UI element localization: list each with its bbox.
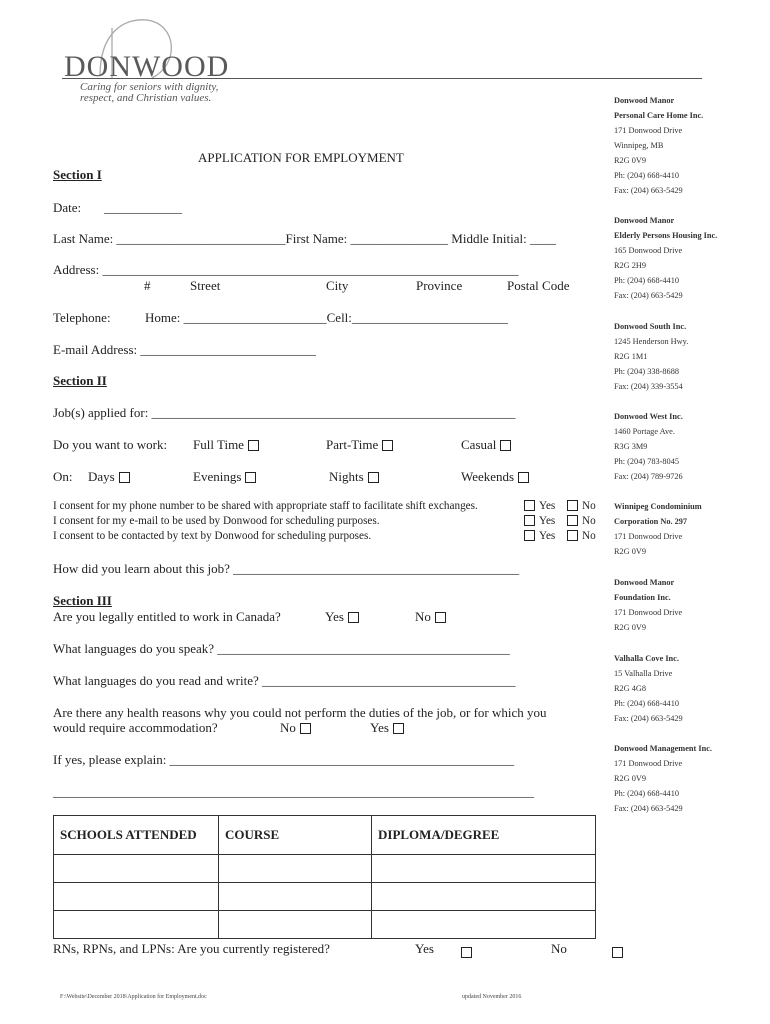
consent-text-no-checkbox[interactable] [567,530,578,541]
org-fax: Fax: (204) 663-5429 [614,714,683,723]
evenings-checkbox[interactable] [245,472,256,483]
weekends-checkbox[interactable] [518,472,529,483]
org-fax: Fax: (204) 789-9726 [614,472,683,481]
org-name: Donwood Manor [614,578,675,587]
registered-no-checkbox[interactable] [612,947,623,958]
table-row[interactable] [54,911,596,939]
org-name: Donwood Manor [614,96,675,105]
consent-email-no[interactable] [567,515,596,527]
health-yes-checkbox[interactable] [393,723,404,734]
consent-email-yes[interactable] [524,515,555,527]
table-cell[interactable] [372,911,596,939]
entitled-no-checkbox[interactable] [435,612,446,623]
full-time-option[interactable] [193,437,259,453]
table-row[interactable] [54,855,596,883]
org-address: 171 Donwood Drive [614,608,683,617]
consent-email-yes-checkbox[interactable] [524,515,535,526]
sidebar-org-valhalla-cove [614,651,683,726]
consent-text-yes-checkbox[interactable] [524,530,535,541]
sidebar-org-condominium [614,499,702,559]
org-postal: R2G 0V9 [614,547,647,556]
org-name: Donwood Management Inc. [614,744,712,753]
org-phone: Ph: (204) 668-4410 [614,171,679,180]
org-address: 15 Valhalla Drive [614,669,673,678]
consent-text-no[interactable] [567,530,596,542]
casual-label: Casual [461,437,497,452]
table-cell[interactable] [372,883,596,911]
nights-checkbox[interactable] [368,472,379,483]
registered-yes-label: Yes [415,941,434,956]
health-question-line1: Are there any health reasons why you could not perform the duties of the job, or for which you [53,705,547,720]
org-postal: R2G 0V9 [614,623,647,632]
logo-wordmark: DONWOOD [64,50,230,83]
explain-field-continued[interactable]: __________________________________________________________________________ [53,784,534,799]
yes-label: Yes [539,500,556,512]
telephone-label: Telephone: [53,310,111,325]
org-address: 165 Donwood Drive [614,246,683,255]
full-time-label: Full Time [193,437,244,452]
part-time-checkbox[interactable] [382,440,393,451]
course-header: COURSE [219,816,372,855]
org-postal: R2G 0V9 [614,774,647,783]
address-city-label: City [326,278,349,293]
health-no-checkbox[interactable] [300,723,311,734]
consent-text-yes[interactable] [524,530,555,542]
org-city: Winnipeg, MB [614,141,664,150]
org-fax: Fax: (204) 663-5429 [614,291,683,300]
evenings-label: Evenings [193,469,242,484]
org-address: 1460 Portage Ave. [614,427,675,436]
health-question-line2: would require accommodation? [53,720,218,735]
section-2-heading: Section II [53,373,107,388]
yes-label: Yes [325,609,344,624]
table-cell[interactable] [219,911,372,939]
org-postal: R3G 3M9 [614,442,648,451]
org-fax: Fax: (204) 663-5429 [614,186,683,195]
no-label: No [280,720,296,735]
org-name: Valhalla Cove Inc. [614,654,679,663]
table-header-row [54,816,596,855]
languages-speak-field[interactable]: What languages do you speak? _____________________________________________ [53,641,510,656]
registered-no-label: No [551,941,567,956]
table-cell[interactable] [372,855,596,883]
date-label: Date: [53,200,82,215]
org-phone: Ph: (204) 668-4410 [614,276,679,285]
email-field[interactable]: E-mail Address: ___________________________ [53,342,316,357]
want-to-work-label: Do you want to work: [53,437,168,452]
org-postal: R2G 1M1 [614,352,648,361]
registered-yes-checkbox[interactable] [461,947,472,958]
full-time-checkbox[interactable] [248,440,259,451]
health-yes-option[interactable] [370,720,404,736]
days-label: Days [88,469,115,484]
logo-tagline [80,82,218,104]
consent-phone-no-checkbox[interactable] [567,500,578,511]
org-phone: Ph: (204) 668-4410 [614,789,679,798]
section-1-heading: Section I [53,167,102,182]
consent-phone-text: I consent for my phone number to be shared with appropriate staff to facilitate shift exchanges. [53,500,478,512]
org-name: Elderly Persons Housing Inc. [614,231,718,240]
weekends-label: Weekends [461,469,515,484]
address-hash-label: # [144,278,151,293]
learn-about-job-field[interactable]: How did you learn about this job? ____________________________________________ [53,561,520,576]
org-address: 171 Donwood Drive [614,759,683,768]
jobs-field[interactable]: Job(s) applied for: ________________________________________________________ [53,405,516,420]
form-title: APPLICATION FOR EMPLOYMENT [198,150,404,165]
consent-email-no-checkbox[interactable] [567,515,578,526]
yes-label: Yes [370,720,389,735]
sidebar-org-management [614,741,712,816]
org-address: 171 Donwood Drive [614,126,683,135]
consent-phone-yes-checkbox[interactable] [524,500,535,511]
casual-option[interactable] [461,437,511,453]
entitled-question: Are you legally entitled to work in Canada? [53,609,281,624]
no-label: No [582,530,596,542]
health-no-option[interactable] [280,720,311,736]
entitled-yes-option[interactable] [325,609,359,625]
org-name: Personal Care Home Inc. [614,111,704,120]
org-name: Corporation No. 297 [614,517,688,526]
on-label: On: [53,469,73,484]
logo-rule [62,78,702,79]
entitled-yes-checkbox[interactable] [348,612,359,623]
org-name: Winnipeg Condominium [614,502,702,511]
yes-label: Yes [539,515,556,527]
phone-fields-line[interactable]: Home: ______________________Cell:________________________ [145,310,508,325]
address-postal-label: Postal Code [507,278,570,293]
org-name: Donwood South Inc. [614,322,687,331]
org-address: 1245 Henderson Hwy. [614,337,689,346]
part-time-label: Part-Time [326,437,379,452]
date-field[interactable]: ____________ [104,200,182,215]
registered-question: RNs, RPNs, and LPNs: Are you currently registered? [53,941,330,956]
table-cell[interactable] [54,883,219,911]
explain-field[interactable]: If yes, please explain: _____________________________________________________ [53,752,515,767]
consent-text-text: I consent to be contacted by text by Donwood for scheduling purposes. [53,530,372,542]
schools-table [53,815,596,939]
table-cell[interactable] [54,855,219,883]
table-cell[interactable] [219,855,372,883]
org-postal: R2G 4G8 [614,684,647,693]
no-label: No [582,515,596,527]
org-postal: R2G 2H9 [614,261,647,270]
sidebar-org-elderly-housing [614,213,717,303]
no-label: No [415,609,431,624]
casual-checkbox[interactable] [500,440,511,451]
logo-tagline-line2: respect, and Christian values. [80,92,212,104]
name-fields-line[interactable]: Last Name: __________________________First Name: _______________ Middle Initial: ____ [53,231,556,246]
entitled-no-option[interactable] [415,609,446,625]
languages-read-write-field[interactable]: What languages do you read and write? _______________________________________ [53,673,516,688]
address-street-label: Street [190,278,221,293]
org-fax: Fax: (204) 339-3554 [614,382,683,391]
org-name: Donwood West Inc. [614,412,683,421]
table-row[interactable] [54,883,596,911]
org-postal: R2G 0V9 [614,156,647,165]
org-phone: Ph: (204) 338-8688 [614,367,679,376]
consent-phone-no[interactable] [567,500,596,512]
logo-tagline-line1: Caring for seniors with dignity, [80,81,219,93]
nights-option[interactable] [329,469,379,485]
nights-label: Nights [329,469,364,484]
org-address: 171 Donwood Drive [614,532,683,541]
sidebar-org-foundation [614,575,682,635]
no-label: No [582,500,596,512]
org-fax: Fax: (204) 663-5429 [614,804,683,813]
org-name: Foundation Inc. [614,593,671,602]
org-name: Donwood Manor [614,216,675,225]
section-3-heading: Section III [53,593,112,608]
consent-email-text: I consent for my e-mail to be used by Donwood for scheduling purposes. [53,515,380,527]
consent-phone-yes[interactable] [524,500,555,512]
weekends-option[interactable] [461,469,529,485]
footer-updated: updated November 2016 [462,994,522,1000]
sidebar-org-donwood-south [614,319,688,394]
sidebar-org-personal-care-home [614,93,703,198]
part-time-option[interactable] [326,437,393,453]
address-field[interactable]: Address: ________________________________________________________________ [53,262,519,277]
diploma-degree-header: DIPLOMA/DEGREE [372,816,596,855]
org-phone: Ph: (204) 668-4410 [614,699,679,708]
table-cell[interactable] [54,911,219,939]
org-phone: Ph: (204) 783-8045 [614,457,679,466]
footer-file-path: F:\Website\December 2018\Application for Employment.doc [60,994,207,1000]
table-cell[interactable] [219,883,372,911]
yes-label: Yes [539,530,556,542]
schools-attended-header: SCHOOLS ATTENDED [54,816,219,855]
sidebar-org-donwood-west [614,409,683,484]
evenings-option[interactable] [193,469,256,485]
address-province-label: Province [416,278,463,293]
days-checkbox[interactable] [119,472,130,483]
days-option[interactable] [88,469,130,485]
